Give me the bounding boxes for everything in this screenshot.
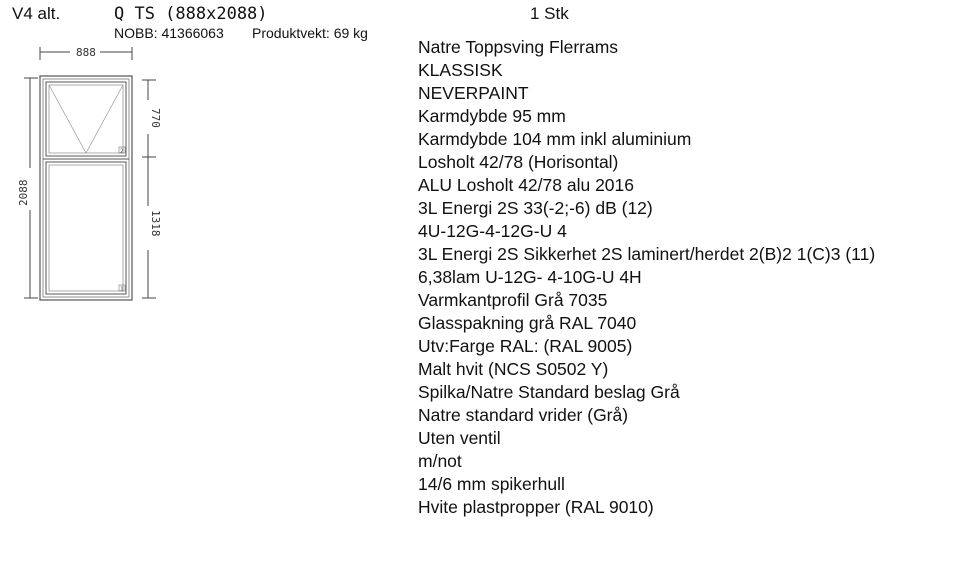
spec-item: Natre standard vrider (Grå)	[418, 405, 629, 425]
spec-item: Glasspakning grå RAL 7040	[418, 313, 637, 333]
quantity-label: 1 Stk	[530, 4, 569, 23]
spec-item: Malt hvit (NCS S0502 Y)	[418, 359, 609, 379]
bottom-sash-label: 1318	[149, 210, 162, 237]
top-glass	[49, 85, 123, 153]
inner-frame	[43, 79, 129, 297]
opening-line-left	[49, 85, 86, 153]
spec-list	[418, 36, 918, 519]
top-sash	[46, 82, 126, 156]
spec-item: m/not	[418, 451, 462, 471]
spec-item: Karmdybde 95 mm	[418, 106, 566, 126]
spec-item: Spilka/Natre Standard beslag Grå	[418, 382, 680, 402]
spec-item: KLASSISK	[418, 60, 503, 80]
spec-item: 4U-12G-4-12G-U 4	[418, 221, 567, 241]
bottom-glass	[49, 165, 123, 291]
spec-item: 3L Energi 2S Sikkerhet 2S laminert/herdet 2(B)2 1(C)3 (11)	[418, 244, 876, 264]
top-sash-label: 770	[149, 108, 162, 128]
outer-frame	[40, 76, 132, 300]
window-drawing	[0, 40, 180, 310]
height-label: 2088	[17, 179, 30, 206]
spec-item: 6,38lam U-12G- 4-10G-U 4H	[418, 267, 642, 287]
spec-item: NEVERPAINT	[418, 83, 529, 103]
nobb-number: NOBB: 41366063	[114, 25, 224, 41]
spec-item: 14/6 mm spikerhull	[418, 474, 565, 494]
width-label: 888	[76, 46, 96, 59]
bottom-marker: 1	[120, 286, 124, 293]
spec-item: Uten ventil	[418, 428, 501, 448]
spec-item: Natre Toppsving Flerrams	[418, 37, 619, 57]
spec-item: Karmdybde 104 mm inkl aluminium	[418, 129, 692, 149]
spec-item: Hvite plastpropper (RAL 9010)	[418, 497, 654, 517]
spec-item: Utv:Farge RAL: (RAL 9005)	[418, 336, 633, 356]
opening-line-right	[86, 85, 123, 153]
bottom-sash	[46, 162, 126, 294]
product-code: Q TS (888x2088)	[114, 4, 268, 24]
spec-item: ALU Losholt 42/78 alu 2016	[418, 175, 634, 195]
product-weight: Produktvekt: 69 kg	[252, 25, 368, 41]
spec-item: Losholt 42/78 (Horisontal)	[418, 152, 619, 172]
top-marker: 2	[120, 148, 124, 155]
variant-label: V4 alt.	[12, 4, 61, 23]
spec-item: 3L Energi 2S 33(-2;-6) dB (12)	[418, 198, 653, 218]
spec-item: Varmkantprofil Grå 7035	[418, 290, 608, 310]
